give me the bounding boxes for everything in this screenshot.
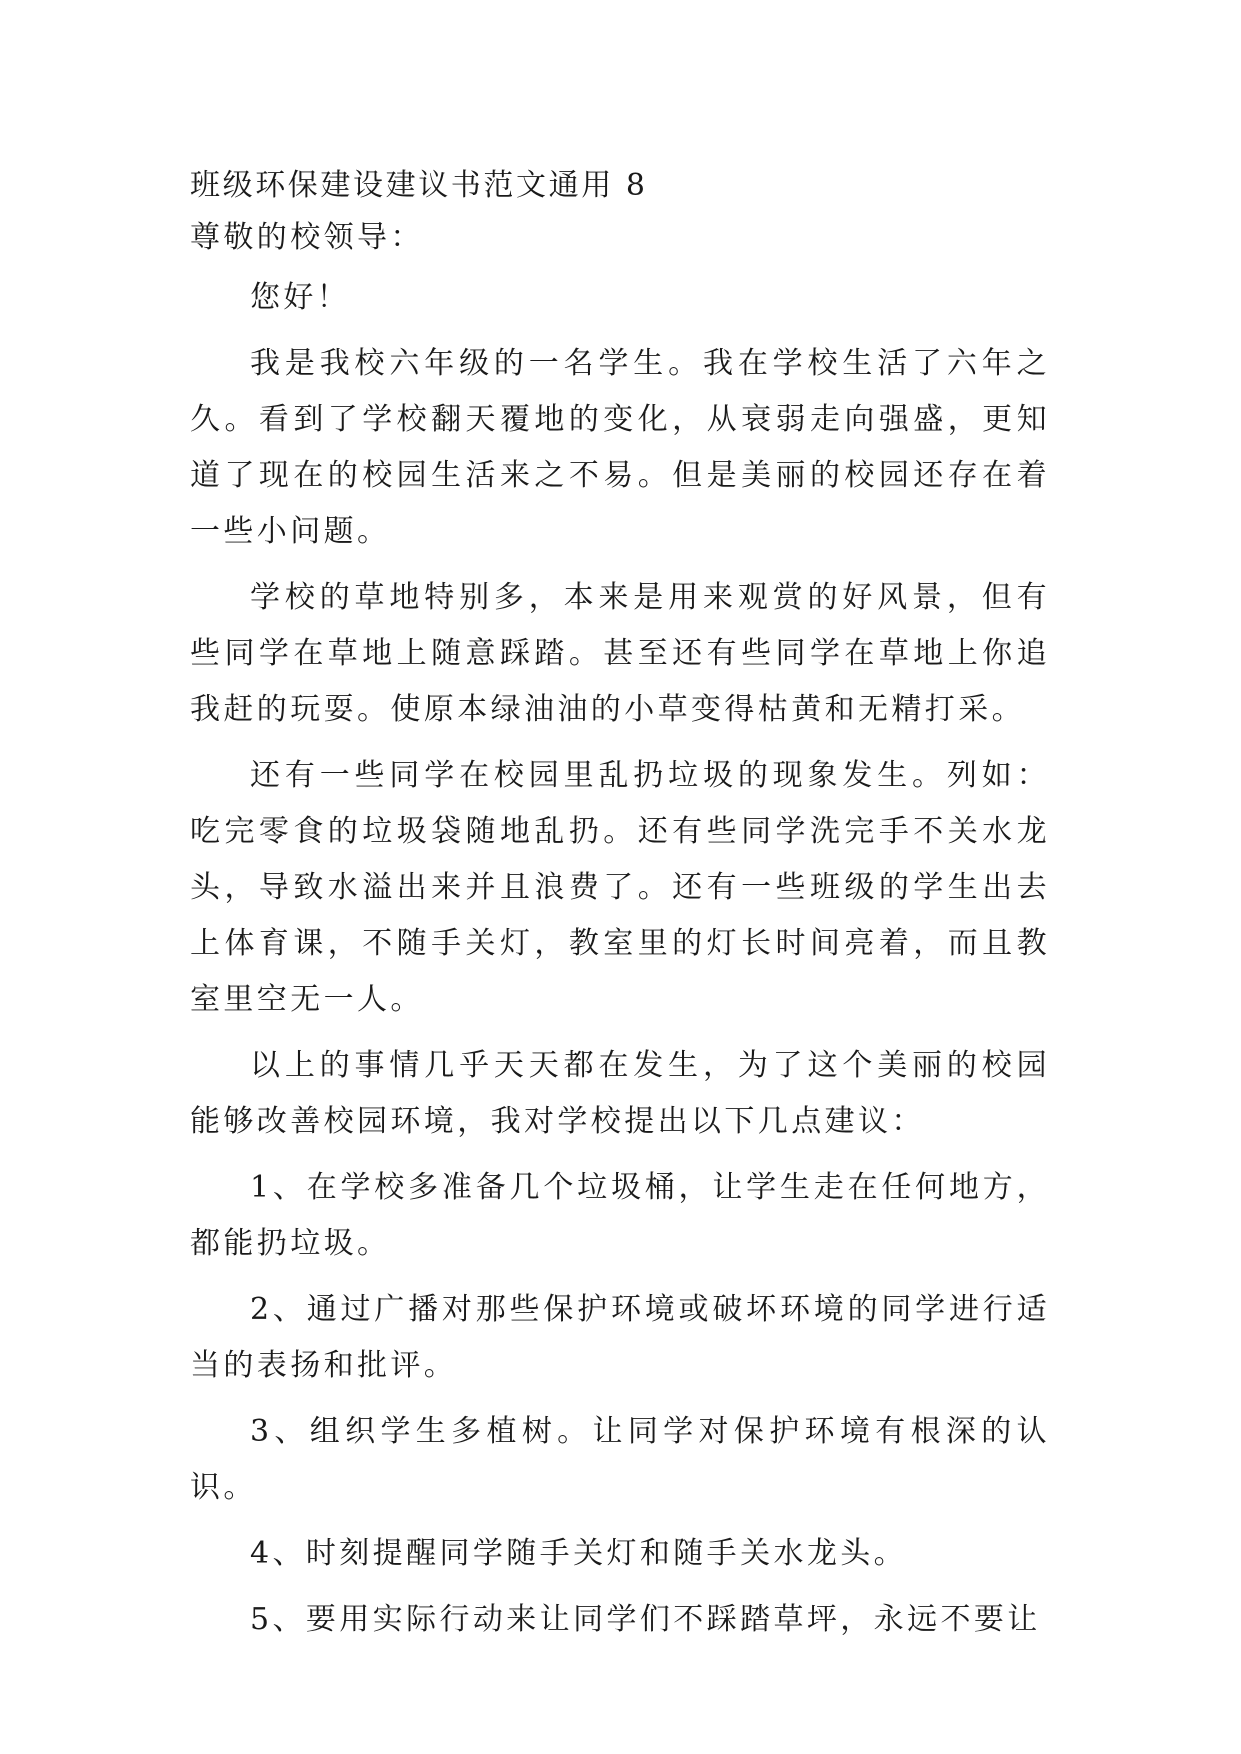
suggestion-2: 2、通过广播对那些保护环境或破坏环境的同学进行适当的表扬和批评。: [190, 1292, 1050, 1383]
paragraph-grass: 学校的草地特别多，本来是用来观赏的好风景，但有些同学在草地上随意踩踏。甚至还有些同学在草地上你追我赶的玩耍。使原本绿油油的小草变得枯黄和无精打采。: [190, 580, 1050, 727]
suggestion-3: 3、组织学生多植树。让同学对保护环境有根深的认识。: [190, 1414, 1050, 1505]
suggestion-1: 1、在学校多准备几个垃圾桶，让学生走在任何地方，都能扔垃圾。: [190, 1170, 1050, 1261]
paragraph-proposal: 以上的事情几乎天天都在发生，为了这个美丽的校园能够改善校园环境，我对学校提出以下几点建议：: [190, 1048, 1050, 1139]
paragraph-greeting: 您好！: [250, 280, 351, 315]
salutation: 尊敬的校领导：: [190, 220, 424, 255]
suggestion-5: 5、要用实际行动来让同学们不踩踏草坪，永远不要让: [250, 1602, 1041, 1637]
paragraph-intro: 我是我校六年级的一名学生。我在学校生活了六年之久。看到了学校翻天覆地的变化，从衰弱走向强盛，更知道了现在的校园生活来之不易。但是美丽的校园还存在着一些小问题。: [190, 346, 1050, 549]
suggestion-4: 4、时刻提醒同学随手关灯和随手关水龙头。: [250, 1536, 908, 1571]
document-title: 班级环保建设建议书范文通用 8: [190, 168, 648, 203]
paragraph-litter: 还有一些同学在校园里乱扔垃圾的现象发生。列如：吃完零食的垃圾袋随地乱扔。还有些同学洗完手不关水龙头，导致水溢出来并且浪费了。还有一些班级的学生出去上体育课，不随手关灯，教室里的灯长时间亮着，而且教室里空无一人。: [190, 758, 1050, 1017]
document-body: [190, 160, 1050, 1658]
